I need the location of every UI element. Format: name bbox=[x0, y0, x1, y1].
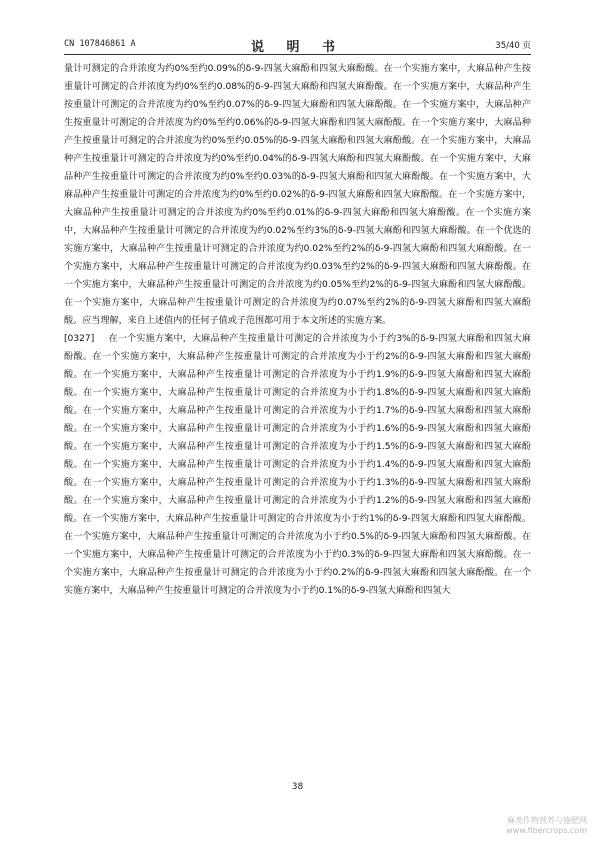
doc-number: CN 107846861 A bbox=[64, 39, 136, 49]
watermark-title: 麻类作物营养与施肥网 bbox=[507, 816, 587, 825]
page-header bbox=[64, 36, 531, 55]
paragraph-text: 量计可测定的合并浓度为约0%至约0.09%的δ-9-四氢大麻酚和四氢大麻酚酸。在一个实施方案中，大麻品种产生按重量计可测定的合并浓度为约0%至约0.08%的δ-9-四氢大麻酚和四氢大麻酚酸。在一个实施方案中，大麻品种产生按重量计可测定的合并浓度为约0%至约0.07%的δ-9-四氢大麻酚和四氢大麻酚酸。在一个实施方案中，大麻品种产生按重量计可测定的合并浓度为约0%至约0.06%的δ-9-四氢大麻酚和四氢大麻酚酸。在一个实施方案中，大麻品种产生按重量计可测定的合并浓度为约0%至约0.05%的δ-9-四氢大麻酚和四氢大麻酚酸。在一个实施方案中，大麻品种产生按重量计可测定的合并浓度为约0%至约0.04%的δ-9-四氢大麻酚和四氢大麻酚酸。在一个实施方案中，大麻品种产生按重量计可测定的合并浓度为约0%至约0.03%的δ-9-四氢大麻酚和四氢大麻酚酸。在一个实施方案中，大麻品种产生按重量计可测定的合并浓度为约0%至约0.02%的δ-9-四氢大麻酚和四氢大麻酚酸。在一个实施方案中，大麻品种产生按重量计可测定的合并浓度为约0%至约0.01%的δ-9-四氢大麻酚和四氢大麻酚酸。在一个实施方案中，大麻品种产生按重量计可测定的合并浓度为约0.02%至约3%的δ-9-四氢大麻酚和四氢大麻酚酸。在一个优选的实施方案中，大麻品种产生按重量计可测定的合并浓度为约0.02%至约2%的δ-9-四氢大麻酚和四氢大麻酚酸。在一个实施方案中，大麻品种产生按重量计可测定的合并浓度为约0.03%至约2%的δ-9-四氢大麻酚和四氢大麻酚酸。在一个实施方案中，大麻品种产生按重量计可测定的合并浓度为约0.05%至约2%的δ-9-四氢大麻酚和四氢大麻酚酸。在一个实施方案中，大麻品种产生按重量计可测定的合并浓度为约0.07%至约2%的δ-9-四氢大麻酚和四氢大麻酚酸。应当理解，来自上述值内的任何子值或子范围都可用于本文所述的实施方案。 bbox=[64, 64, 531, 326]
watermark bbox=[506, 816, 587, 836]
page-number: 38 bbox=[291, 782, 304, 792]
paragraph-0327 bbox=[64, 330, 531, 600]
paragraph-text: 在一个实施方案中，大麻品种产生按重量计可测定的合并浓度为小于约3%的δ-9-四氢大麻酚和四氢大麻酚酸。在一个实施方案中，大麻品种产生按重量计可测定的合并浓度为小于约2%的δ-9-四氢大麻酚和四氢大麻酚酸。在一个实施方案中，大麻品种产生按重量计可测定的合并浓度为小于约1.9%的δ-9-四氢大麻酚和四氢大麻酚酸。在一个实施方案中，大麻品种产生按重量计可测定的合并浓度为小于约1.8%的δ-9-四氢大麻酚和四氢大麻酚酸。在一个实施方案中，大麻品种产生按重量计可测定的合并浓度为小于约1.7%的δ-9-四氢大麻酚和四氢大麻酚酸。在一个实施方案中，大麻品种产生按重量计可测定的合并浓度为小于约1.6%的δ-9-四氢大麻酚和四氢大麻酚酸。在一个实施方案中，大麻品种产生按重量计可测定的合并浓度为小于约1.5%的δ-9-四氢大麻酚和四氢大麻酚酸。在一个实施方案中，大麻品种产生按重量计可测定的合并浓度为小于约1.4%的δ-9-四氢大麻酚和四氢大麻酚酸。在一个实施方案中，大麻品种产生按重量计可测定的合并浓度为小于约1.3%的δ-9-四氢大麻酚和四氢大麻酚酸。在一个实施方案中，大麻品种产生按重量计可测定的合并浓度为小于约1.2%的δ-9-四氢大麻酚和四氢大麻酚酸。在一个实施方案中，大麻品种产生按重量计可测定的合并浓度为小于约1%的δ-9-四氢大麻酚和四氢大麻酚酸。在一个实施方案中，大麻品种产生按重量计可测定的合并浓度为小于约0.5%的δ-9-四氢大麻酚和四氢大麻酚酸。在一个实施方案中，大麻品种产生按重量计可测定的合并浓度为小于约0.3%的δ-9-四氢大麻酚和四氢大麻酚酸。在一个实施方案中，大麻品种产生按重量计可测定的合并浓度为小于约0.2%的δ-9-四氢大麻酚和四氢大麻酚酸。在一个实施方案中，大麻品种产生按重量计可测定的合并浓度为小于约0.1%的δ-9-四氢大麻酚和四氢大 bbox=[64, 334, 531, 596]
page-body bbox=[64, 60, 531, 600]
header-rule bbox=[64, 54, 531, 55]
paragraph-number: [0327] bbox=[64, 334, 95, 344]
section-title: 说 明 书 bbox=[250, 40, 345, 55]
watermark-url: www.fibercrops.com bbox=[506, 826, 587, 835]
paragraph-continued bbox=[64, 60, 531, 330]
page-of: 35/40 页 bbox=[495, 41, 531, 51]
